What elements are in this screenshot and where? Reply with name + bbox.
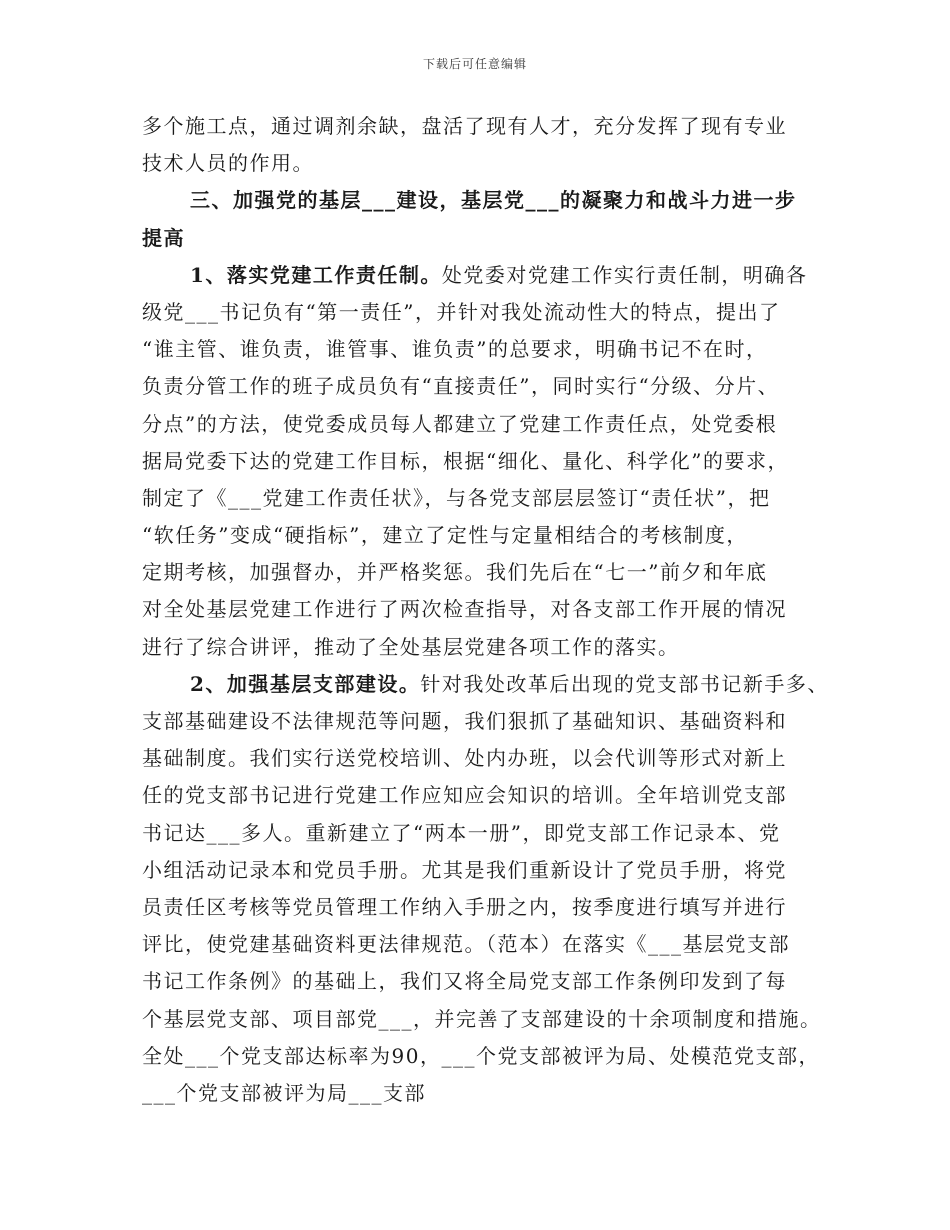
body-line: 书记达___多人。重新建立了“两本一册”，即党支部工作记录本、党 xyxy=(142,820,781,845)
page-header: 下载后可任意编辑 xyxy=(422,57,527,71)
body-line: 支部基础建设不法律规范等问题，我们狠抓了基础知识、基础资料和 xyxy=(142,709,787,733)
body-line: 多个施工点，通过调剂余缺，盘活了现有人才，充分发挥了现有专业 xyxy=(142,114,787,138)
body-line: “软任务”变成“硬指标”，建立了定性与定量相结合的考核制度， xyxy=(142,523,748,548)
body-line: 级党___书记负有“第一责任”，并针对我处流动性大的特点，提出了 xyxy=(142,299,781,324)
body-line: 分点”的方法，使党委成员每人都建立了党建工作责任点，处党委根 xyxy=(142,411,778,436)
body-line: 小组活动记录本和党员手册。尤其是我们重新设计了党员手册，将党 xyxy=(142,857,787,882)
body-line: 员责任区考核等党员管理工作纳入手册之内，按季度进行填写并进行 xyxy=(142,894,787,919)
body-line: ___个党支部被评为局___支部 xyxy=(142,1080,426,1105)
body-line: 评比，使党建基础资料更法律规范。（范本）在落实《___基层党支部 xyxy=(142,932,790,957)
paragraph-text: 处党委对党建工作实行责任制，明确各 xyxy=(441,262,808,287)
body-line: 基础制度。我们实行送党校培训、处内办班，以会代训等形式对新上 xyxy=(142,746,787,771)
paragraph-start xyxy=(142,257,824,294)
body-line: 书记工作条例》的基础上，我们又将全局党支部工作条例印发到了每 xyxy=(142,969,787,994)
body-line: 据局党委下达的党建工作目标，根据“细化、量化、科学化”的要求， xyxy=(142,448,789,473)
section-heading: 三、加强党的基层___建设，基层党___的凝聚力和战斗力进一步 xyxy=(190,188,797,213)
subsection-heading: 1、落实党建工作责任制。 xyxy=(190,262,442,287)
body-line: “谁主管、谁负责，谁管事、谁负责”的总要求，明确书记不在时， xyxy=(142,337,768,362)
body-line: 技术人员的作用。 xyxy=(142,151,314,176)
body-line: 个基层党支部、项目部党___，并完善了支部建设的十余项制度和措施。 xyxy=(142,1006,822,1031)
paragraph-text: 针对我处改革后出现的党支部书记新手多、 xyxy=(420,671,829,696)
document-body xyxy=(142,108,829,1112)
body-line: 负责分管工作的班子成员负有“直接责任”，同时实行“分级、分片、 xyxy=(142,374,780,399)
body-line: 对全处基层党建工作进行了两次检查指导，对各支部工作开展的情况 xyxy=(142,597,787,622)
section-heading-cont: 提高 xyxy=(142,225,185,250)
body-line: 制定了《___党建工作责任状》，与各党支部层层签订“责任状”，把 xyxy=(142,485,771,510)
body-line: 进行了综合讲评，推动了全处基层党建各项工作的落实。 xyxy=(142,634,680,659)
body-line: 定期考核，加强督办，并严格奖惩。我们先后在“七一”前夕和年底 xyxy=(142,560,768,585)
body-line: 任的党支部书记进行党建工作应知应会知识的培训。全年培训党支部 xyxy=(142,783,787,808)
subsection-heading: 2、加强基层支部建设。 xyxy=(190,671,421,696)
paragraph-start xyxy=(142,666,829,703)
body-line: 全处___个党支部达标率为90，___个党支部被评为局、处模范党支部， xyxy=(142,1043,820,1068)
